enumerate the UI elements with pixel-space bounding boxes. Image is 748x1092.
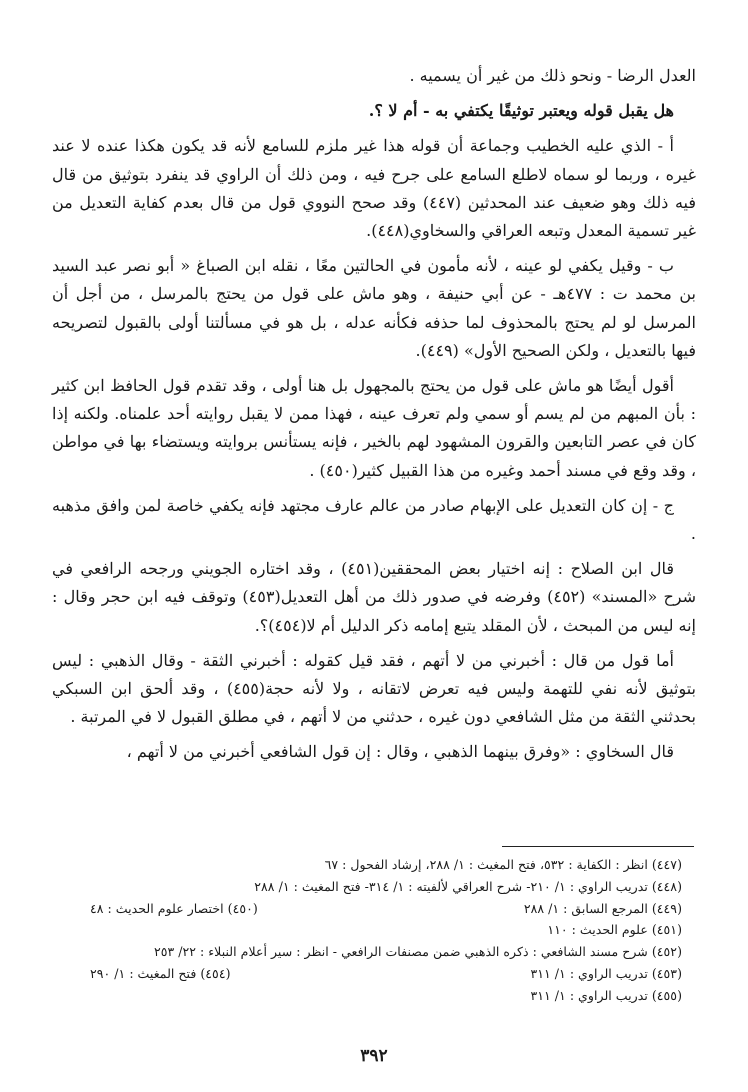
- paragraph-no-suspicion: أما قول من قال : أخبرني من لا أتهم ، فقد قيل كقوله : أخبرني الثقة - وقال الذهبي : ليس بتوثيق لأنه نفي للتهمة وليس فيه تعرض لاتقانه ، ولا لأنه حجة(٤٥٥) ، وقد ألحق ابن السبكي بحدثني الثقة من مثل الشافعي دون غيره ، حدثني من لا أتهم ، في مطلق القبول لا في المرتبة .: [52, 650, 696, 727]
- page-number: ٣٩٢: [360, 1046, 388, 1066]
- footnotes: [60, 854, 682, 1007]
- footnote-line: [60, 963, 682, 985]
- footnote-452: (٤٥٢) شرح مسند الشافعي : ذكره الذهبي ضمن مصنفات الرافعي - انظر : سير أعلام النبلاء : ٢٢/ ٢٥٣: [153, 944, 682, 960]
- paragraph-continuation: العدل الرضا - ونحو ذلك من غير أن يسميه .: [409, 66, 696, 85]
- footnote-451: (٤٥١) علوم الحديث : ١١٠: [547, 922, 682, 938]
- paragraph-opinion-a: أ - الذي عليه الخطيب وجماعة أن قوله هذا غير ملزم للسامع لأنه قد يكون هكذا عنده لا عند غيره ، وربما لو سماه لاطلع السامع على جرح فيه ، ومن ذلك أن الراوي قد ينفرد بتوثيق من قال فيه ذلك وهو ضعيف عند المحدثين (٤٤٧) وقد صحح النووي قول من قال بعدم كفاية التعديل من غير تسمية المعدل وتبعه العراقي والسخاوي(٤٤٨).: [52, 136, 696, 241]
- paragraph-author-comment: أقول أيضًا هو ماش على قول من يحتج بالمجهول بل هنا أولى ، وقد تقدم قول الحافظ ابن كثير : بأن المبهم من لم يسم أو سمي ولم تعرف عينه ، فهذا ممن لا يقبل روايته أحد علمناه. ولكنه إذا كان في عصر التابعين والقرون المشهود لهم بالخير ، فإنه يستأنس بروايته ويستضاء بها في مواطن ، وقد وقع في مسند أحمد وغيره من هذا القبيل كثير(٤٥٠) .: [52, 376, 696, 480]
- footnote-449: (٤٤٩) المرجع السابق : ١/ ٢٨٨: [523, 900, 682, 916]
- paragraph-sakhawi: قال السخاوي : «وفرق بينهما الذهبي ، وقال : إن قول الشافعي أخبرني من لا أتهم ،: [126, 742, 674, 762]
- footnote-line: [60, 941, 682, 963]
- footnote-450: (٤٥٠) اختصار علوم الحديث : ٤٨: [90, 900, 258, 916]
- footnote-453: (٤٥٣) تدريب الراوي : ١/ ٣١١: [530, 965, 682, 981]
- footnote-line: [60, 854, 682, 876]
- paragraph-ibn-salah: قال ابن الصلاح : إنه اختيار بعض المحققين(٤٥١) ، وقد اختاره الجويني ورجحه الرافعي في شرح «المسند» (٤٥٢) وفرضه في صدور ذلك من أهل التعديل(٤٥٣) وتوقف فيه ابن حجر وقال : إنه ليس من المبحث ، لأن المقلد يتبع إمامه ذكر الدليل أم لا(٤٥٤)؟.: [52, 559, 697, 635]
- footnote-454: (٤٥٤) فتح المغيث : ١/ ٢٩٠: [90, 965, 231, 981]
- paragraph-opinion-c: ج - إن كان التعديل على الإبهام صادر من عالم عارف مجتهد فإنه يكفي خاصة لمن وافق مذهبه .: [52, 495, 696, 544]
- footnote-line: [60, 985, 682, 1007]
- footnote-divider: [502, 846, 694, 847]
- main-text: [52, 62, 696, 774]
- footnote-455: (٤٥٥) تدريب الراوي : ١/ ٣١١: [530, 987, 682, 1003]
- paragraph-question: هل يقبل قوله ويعتبر توثيقًا يكتفي به - أم لا ؟.: [368, 101, 674, 121]
- footnote-line: [60, 876, 682, 898]
- footnote-line: [60, 898, 682, 920]
- footnote-448: (٤٤٨) تدريب الراوي : ١/ ٢١٠- شرح العراقي لألفيته : ١/ ٣١٤- فتح المغيث : ١/ ٢٨٨: [254, 878, 682, 894]
- footnote-447: (٤٤٧) انظر : الكفاية : ٥٣٢، فتح المغيث : ١/ ٢٨٨، إرشاد الفحول : ٦٧: [324, 857, 682, 872]
- paragraph-opinion-b: ب - وقيل يكفي لو عينه ، لأنه مأمون في الحالتين معًا ، نقله ابن الصباغ « أبو نصر عبد السيد بن محمد ت : ٤٧٧هـ - عن أبي حنيفة ، وهو ماش على قول من يحتج بالمرسل ، من أجل أن المرسل لو لم يحتج بالمحذوف لما حذفه فكأنه عدله ، بل هو في مسألتنا أولى بالقبول لتصريحه فيها بالتعديل ، ولكن الصحيح الأول» (٤٤٩).: [52, 256, 696, 360]
- footnote-line: [60, 919, 682, 941]
